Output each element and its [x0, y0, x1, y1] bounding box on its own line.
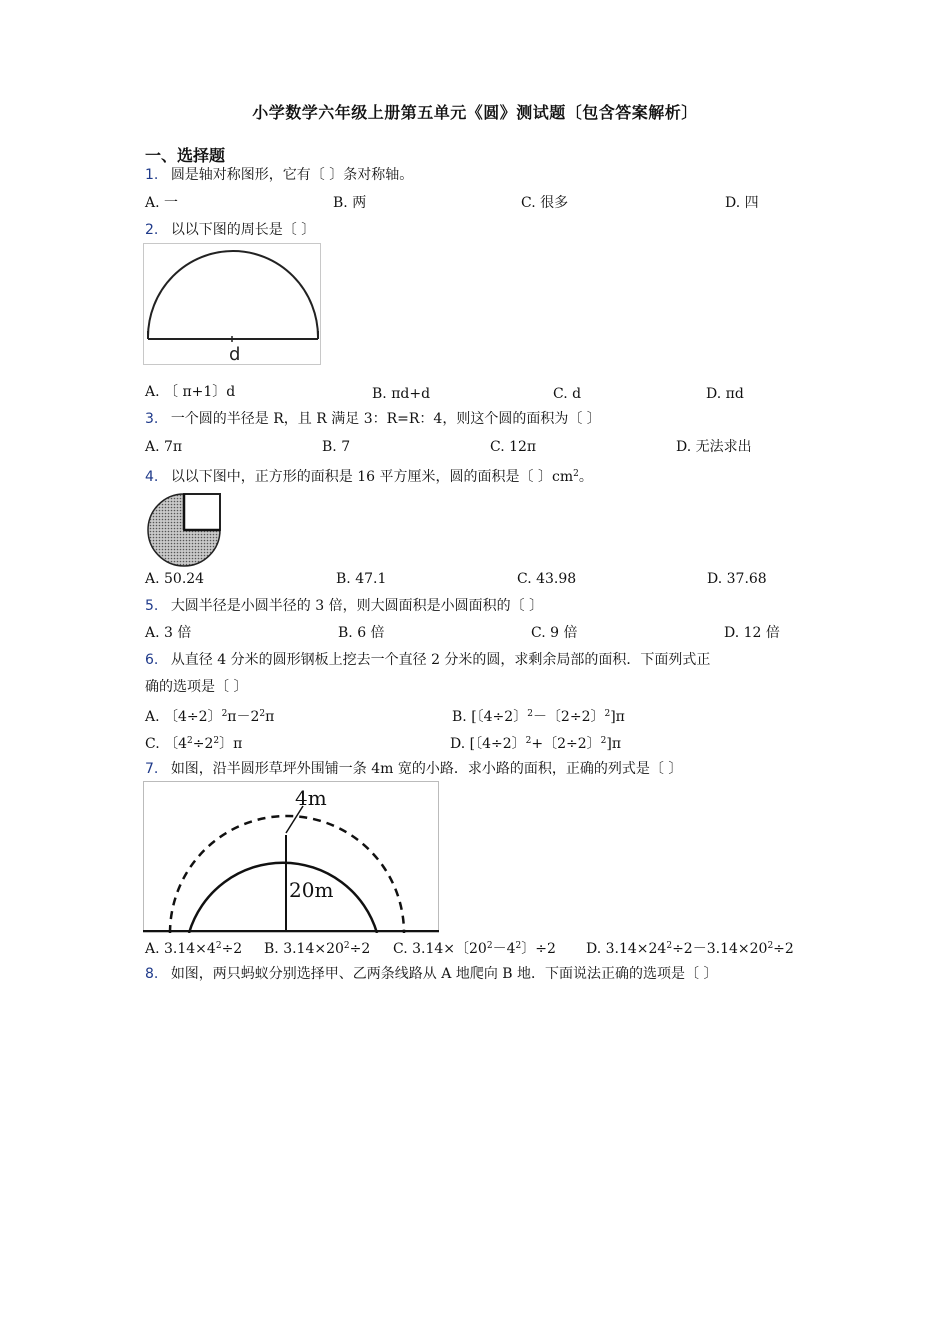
- question-number: 3.: [145, 411, 159, 427]
- pointer-line: [286, 806, 303, 833]
- section-heading: 一、选择题: [145, 146, 226, 165]
- question-text: 以以下图中，正方形的面积是 16 平方厘米，圆的面积是〔 〕cm: [170, 469, 574, 485]
- option-c[interactable]: C. 9 倍: [531, 625, 578, 641]
- option-b[interactable]: B. πd+d: [372, 386, 431, 402]
- option-c[interactable]: C. d: [553, 386, 582, 402]
- question-1: [145, 166, 413, 184]
- option-d[interactable]: D. [〔4÷2〕$^2$+〔2÷2〕$^2$]π: [450, 736, 622, 752]
- question-text: 以以下图的周长是〔 〕: [170, 222, 316, 238]
- question-number: 5.: [145, 598, 159, 614]
- square: [184, 494, 220, 530]
- circle-square-figure: [146, 488, 230, 572]
- document-title: 小学数学六年级上册第五单元《圆》测试题〔包含答案解析〕: [252, 103, 698, 122]
- question-text: 如图，沿半圆形草坪外围铺一条 4m 宽的小路．求小路的面积，正确的列式是〔 〕: [170, 761, 683, 777]
- question-7: [145, 760, 682, 778]
- question-number: 4.: [145, 469, 159, 485]
- path-width-label: 4m: [295, 786, 327, 810]
- semicircle-path-figure: [143, 781, 439, 933]
- question-text: 如图，两只蚂蚁分别选择甲、乙两条线路从 A 地爬向 B 地．下面说法正确的选项是〔 〕: [170, 966, 718, 982]
- option-a[interactable]: A. 〔4÷2〕$^2\pi-2^2\pi$: [145, 709, 275, 725]
- question-4: [145, 465, 593, 486]
- option-b[interactable]: B. 6 倍: [338, 625, 385, 641]
- option-d[interactable]: D. 四: [725, 195, 759, 211]
- question-6: [145, 651, 710, 669]
- option-a[interactable]: A. 3 倍: [145, 625, 192, 641]
- semicircle-arc: [148, 251, 318, 337]
- question-6-cont: 确的选项是〔 〕: [145, 679, 248, 695]
- option-b[interactable]: B. $3.14\times 20^2\div 2$: [264, 941, 371, 957]
- option-c[interactable]: C. 很多: [521, 195, 569, 211]
- option-d[interactable]: D. 无法求出: [676, 439, 752, 455]
- superscript: 2: [573, 469, 579, 479]
- inner-arc: [189, 863, 377, 933]
- question-3: [145, 410, 601, 428]
- question-number: 8.: [145, 966, 159, 982]
- option-b[interactable]: B. 7: [322, 439, 351, 455]
- question-text: 从直径 4 分米的圆形钢板上挖去一个直径 2 分米的圆，求剩余局部的面积．下面列式正: [170, 652, 711, 668]
- option-d[interactable]: D. 37.68: [707, 571, 767, 587]
- option-c[interactable]: C. 43.98: [517, 571, 577, 587]
- option-b[interactable]: B. 两: [333, 195, 367, 211]
- option-a[interactable]: A. 一: [145, 195, 179, 211]
- semicircle-path-drawing: [143, 781, 439, 933]
- option-c[interactable]: C. 3.14×〔$20^2-4^2$〕÷2: [393, 941, 556, 957]
- semicircle-drawing: [143, 243, 321, 365]
- option-a[interactable]: A. $3.14\times 4^2\div 2$: [145, 941, 243, 957]
- option-a[interactable]: A. 50.24: [145, 571, 205, 587]
- question-text: 圆是轴对称图形，它有〔 〕条对称轴。: [170, 167, 414, 183]
- semicircle-figure: [143, 243, 321, 365]
- question-number: 2.: [145, 222, 159, 238]
- question-number: 6.: [145, 652, 159, 668]
- option-d[interactable]: D. $3.14\times 24^2\div 2-3.14\times 20^2\div 2$: [586, 941, 794, 957]
- option-a[interactable]: A. 7π: [145, 439, 183, 455]
- question-text: 大圆半径是小圆半径的 3 倍，则大圆面积是小圆面积的〔 〕: [170, 598, 544, 614]
- question-text: 一个圆的半径是 R，且 R 满足 3：R=R：4，则这个圆的面积为〔 〕: [170, 411, 601, 427]
- question-8: [145, 965, 717, 983]
- option-c[interactable]: C. 〔$4^2\div 2^2$〕π: [145, 736, 243, 752]
- question-2: [145, 221, 315, 239]
- option-b[interactable]: B. [〔4÷2〕$^2$－〔2÷2〕$^2$]π: [452, 709, 625, 725]
- circle-square-drawing: [146, 488, 230, 572]
- question-number: 1.: [145, 167, 159, 183]
- diameter-label: d: [229, 344, 241, 365]
- option-d[interactable]: D. 12 倍: [724, 625, 780, 641]
- question-number: 7.: [145, 761, 159, 777]
- question-end: 。: [578, 469, 593, 485]
- option-a[interactable]: A. 〔 π+1〕d: [145, 384, 236, 400]
- question-5: [145, 597, 543, 615]
- option-d[interactable]: D. πd: [706, 386, 744, 402]
- option-c[interactable]: C. 12π: [490, 439, 537, 455]
- radius-label: 20m: [289, 878, 334, 902]
- option-b[interactable]: B. 47.1: [336, 571, 387, 587]
